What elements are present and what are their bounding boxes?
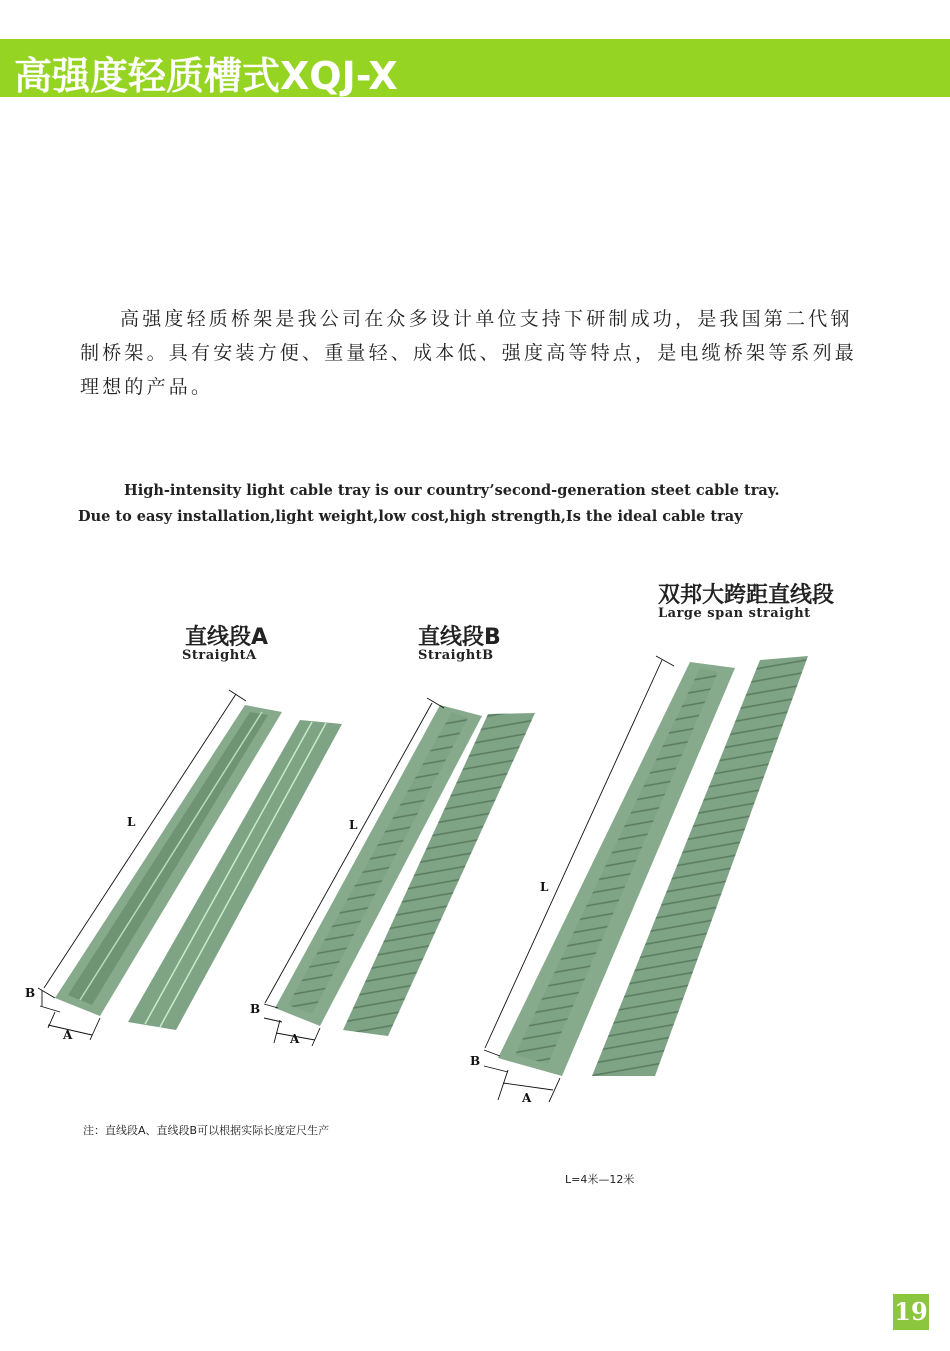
intro-chinese-paragraph: 高强度轻质桥架是我公司在众多设计单位支持下研制成功，是我国第二代钢制桥架。具有安装方便、重量轻、成本低、强度高等特点，是电缆桥架等系列最理想的产品。 bbox=[80, 308, 858, 398]
page-number: 19 bbox=[893, 1294, 929, 1330]
product-title-large-span: 双邦大跨距直线段 bbox=[658, 583, 835, 608]
dim-label-a: A bbox=[290, 1032, 300, 1046]
length-range: L=4米—12米 bbox=[565, 1173, 635, 1186]
dim-label-a: A bbox=[63, 1028, 73, 1042]
dim-label-b: B bbox=[250, 1002, 261, 1016]
dim-label-b: B bbox=[25, 986, 36, 1000]
product-subtitle-b: StraightB bbox=[418, 648, 494, 663]
dim-label-b: B bbox=[470, 1054, 481, 1068]
page-title: 高强度轻质槽式XQJ-X bbox=[14, 54, 398, 98]
product-title-b: 直线段B bbox=[418, 625, 501, 650]
dim-label-a: A bbox=[522, 1091, 532, 1105]
production-note: 注：直线段A、直线段B可以根据实际长度定尺生产 bbox=[83, 1124, 330, 1137]
product-title-a: 直线段A bbox=[185, 625, 269, 650]
product-subtitle-large-span: Large span straight bbox=[658, 606, 811, 621]
intro-english-line: Due to easy installation,light weight,low cost,high strength,Is the ideal cable tray bbox=[78, 508, 743, 525]
dim-label-l: L bbox=[540, 880, 549, 894]
intro-english-line: High-intensity light cable tray is our country’second-generation steet cable tray. bbox=[124, 482, 780, 499]
product-subtitle-a: StraightA bbox=[182, 648, 257, 663]
dim-label-l: L bbox=[127, 815, 136, 829]
dim-label-l: L bbox=[349, 818, 358, 832]
